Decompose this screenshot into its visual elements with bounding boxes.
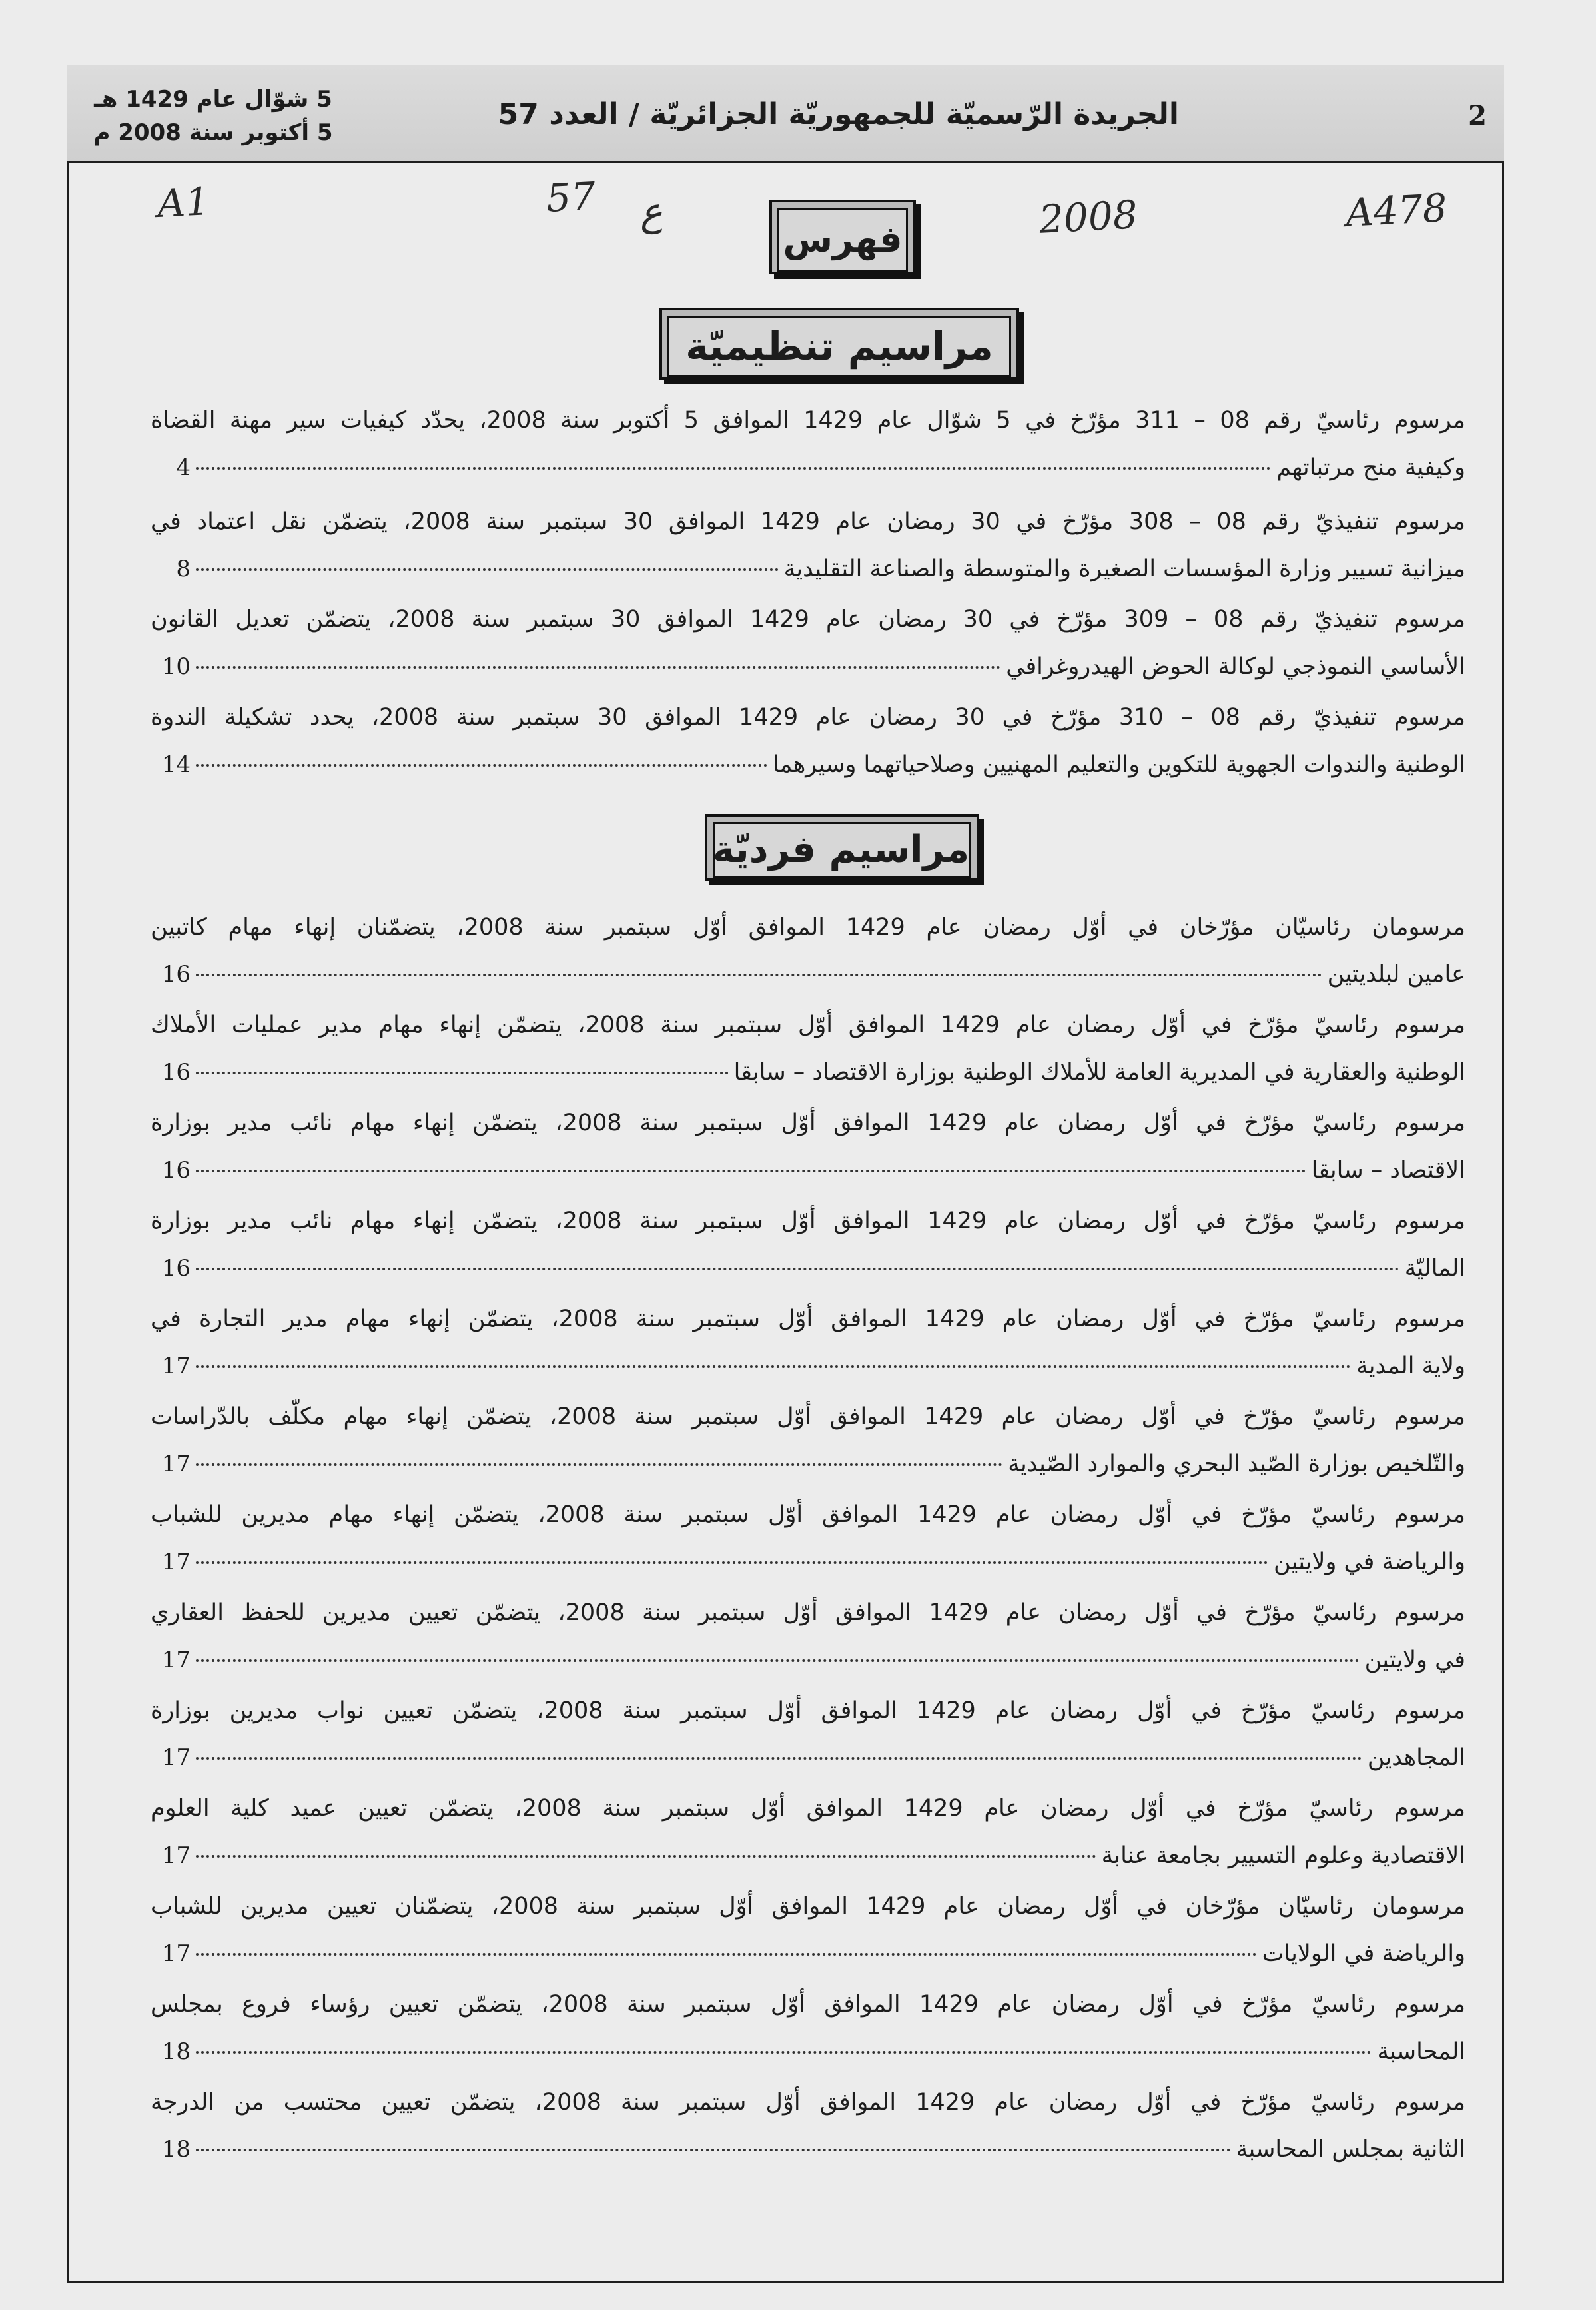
dot-leader <box>196 1365 1351 1368</box>
toc-entry-continuation-line <box>151 2028 1465 2076</box>
toc-entry[interactable] <box>151 596 1465 691</box>
toc-entry-title-line: مرسوم رئاسيّ مؤرّخ في أوّل رمضان عام 1429 الموافق أوّل سبتمبر سنة 2008، يتضمّن تعيين عميد كلية العلوم <box>151 1795 1465 1822</box>
toc-title: فهرس <box>769 200 916 274</box>
toc-entry-continuation-line <box>151 1049 1465 1096</box>
toc-entry-continuation-line <box>151 741 1465 789</box>
toc-entry-continuation-line <box>151 1539 1465 1586</box>
toc-entry-page-number: 10 <box>161 653 191 680</box>
toc-entry[interactable] <box>151 694 1465 789</box>
date-gregorian: 5 أكتوبر سنة 2008 م <box>93 119 333 146</box>
toc-entry-continuation-text: الأساسي النموذجي لوكالة الحوض الهيدروغرافي <box>1006 653 1465 680</box>
toc-entry-title-line: مرسومان رئاسيّان مؤرّخان في أوّل رمضان عام 1429 الموافق أوّل سبتمبر سنة 2008، يتضمّنان إنهاء مهام كاتبين <box>151 914 1465 941</box>
dot-leader <box>196 2051 1372 2054</box>
dot-leader <box>196 1268 1399 1270</box>
toc-entry-title-line: مرسوم رئاسيّ مؤرّخ في أوّل رمضان عام 1429 الموافق أوّل سبتمبر سنة 2008، يتضمّن إنهاء مهام نائب مدير بوزارة <box>151 1110 1465 1136</box>
toc-entry-title-line: مرسوم رئاسيّ مؤرّخ في أوّل رمضان عام 1429 الموافق أوّل سبتمبر سنة 2008، يتضمّن إنهاء مهام مكلّف بالدّراسات <box>151 1403 1465 1430</box>
toc-entry-continuation-line <box>151 1637 1465 1684</box>
dot-leader <box>196 1072 729 1074</box>
toc-entry-title-line: مرسوم رئاسيّ مؤرّخ في أوّل رمضان عام 1429 الموافق أوّل سبتمبر سنة 2008، يتضمّن تعيين مديرين للحفظ العقاري <box>151 1599 1465 1626</box>
toc-entry-continuation-line <box>151 546 1465 593</box>
toc-entry[interactable] <box>151 1981 1465 2076</box>
toc-entry-page-number: 17 <box>161 1744 191 1771</box>
toc-entry-continuation-text: ميزانية تسيير وزارة المؤسسات الصغيرة والمتوسطة والصناعة التقليدية <box>783 556 1465 582</box>
toc-entry-page-number: 8 <box>176 556 191 582</box>
toc-entry-title-line: مرسوم رئاسيّ رقم 08 – 311 مؤرّخ في 5 شوّال عام 1429 الموافق 5 أكتوبر سنة 2008، يحدّد كيفيات سير مهنة القضاة <box>151 407 1465 434</box>
section-title-individual-decrees: مراسيم فرديّة <box>705 814 979 881</box>
page-number: 2 <box>1468 100 1487 131</box>
toc-entry-continuation-text: الوطنية والندوات الجهوية للتكوين والتعليم المهنيين وصلاحياتهما وسيرهما <box>772 751 1465 778</box>
toc-entry-page-number: 18 <box>161 2136 191 2163</box>
toc-entry[interactable] <box>151 498 1465 593</box>
handwritten-annotation-number: 57 <box>545 173 597 221</box>
toc-entry[interactable] <box>151 1296 1465 1390</box>
toc-entry[interactable] <box>151 397 1465 492</box>
header-date <box>80 83 346 149</box>
toc-entry-title-line: مرسوم رئاسيّ مؤرّخ في أوّل رمضان عام 1429 الموافق أوّل سبتمبر سنة 2008، يتضمّن إنهاء مهام مديرين للشباب <box>151 1501 1465 1528</box>
toc-entry-page-number: 17 <box>161 1940 191 1967</box>
toc-entry-title-line: مرسوم رئاسيّ مؤرّخ في أوّل رمضان عام 1429 الموافق أوّل سبتمبر سنة 2008، يتضمّن تعيين نواب مديرين بوزارة <box>151 1697 1465 1724</box>
toc-entry-page-number: 16 <box>161 1059 191 1086</box>
toc-entry-page-number: 4 <box>176 454 191 481</box>
journal-title: الجريدة الرّسميّة للجمهوريّة الجزائريّة / العدد 57 <box>498 97 1179 131</box>
toc-entry[interactable] <box>151 904 1465 998</box>
toc-entry-continuation-text: الوطنية والعقارية في المديرية العامة للأملاك الوطنية بوزارة الاقتصاد – سابقا <box>733 1059 1465 1086</box>
toc-entry-continuation-line <box>151 1147 1465 1194</box>
handwritten-annotation-left: A1 <box>156 178 211 227</box>
toc-entry[interactable] <box>151 1100 1465 1194</box>
dot-leader <box>196 764 767 767</box>
toc-entry-page-number: 17 <box>161 1353 191 1379</box>
toc-entry-continuation-line <box>151 643 1465 691</box>
toc-entry[interactable] <box>151 1002 1465 1096</box>
toc-entry-continuation-text: والتّلخيص بوزارة الصّيد البحري والموارد الصّيدية <box>1008 1451 1465 1477</box>
toc-entry-page-number: 16 <box>161 1157 191 1184</box>
dot-leader <box>196 1757 1362 1760</box>
toc-entry[interactable] <box>151 1785 1465 1880</box>
toc-entry-continuation-line <box>151 2126 1465 2173</box>
toc-entry-page-number: 14 <box>161 751 191 778</box>
dot-leader <box>196 1659 1360 1662</box>
toc-entry-continuation-line <box>151 1832 1465 1880</box>
toc-entry-continuation-text: الماليّة <box>1404 1255 1465 1282</box>
toc-entry[interactable] <box>151 1491 1465 1586</box>
dot-leader <box>196 1953 1257 1956</box>
dot-leader <box>196 666 1000 669</box>
toc-entry[interactable] <box>151 1883 1465 1978</box>
dot-leader <box>196 1561 1268 1564</box>
dot-leader <box>196 974 1322 976</box>
toc-entry-continuation-line <box>151 444 1465 492</box>
toc-entry-page-number: 16 <box>161 1255 191 1282</box>
toc-entry-continuation-text: والرياضة في الولايات <box>1262 1940 1465 1967</box>
toc-entry-page-number: 17 <box>161 1647 191 1673</box>
dot-leader <box>196 467 1271 470</box>
toc-entry-continuation-text: عامين لبلديتين <box>1327 961 1465 988</box>
dot-leader <box>196 568 779 571</box>
toc-entry-title-line: مرسومان رئاسيّان مؤرّخان في أوّل رمضان عام 1429 الموافق أوّل سبتمبر سنة 2008، يتضمّنان تعيين مديرين للشباب <box>151 1893 1465 1920</box>
handwritten-annotation-year: 2008 <box>1038 192 1139 242</box>
toc-entry-page-number: 17 <box>161 1451 191 1477</box>
toc-entry-continuation-text: الاقتصادية وعلوم التسيير بجامعة عنابة <box>1101 1842 1465 1869</box>
toc-entry-title-line: مرسوم تنفيذيّ رقم 08 – 308 مؤرّخ في 30 رمضان عام 1429 الموافق 30 سبتمبر سنة 2008، يتضمّن نقل اعتماد في <box>151 508 1466 535</box>
toc-entry-continuation-text: وكيفية منح مرتباتهم <box>1276 454 1465 481</box>
toc-entry[interactable] <box>151 1589 1465 1684</box>
toc-entry-continuation-text: ولاية المدية <box>1356 1353 1465 1379</box>
dot-leader <box>196 2149 1231 2151</box>
toc-entry-title-line: مرسوم رئاسيّ مؤرّخ في أوّل رمضان عام 1429 الموافق أوّل سبتمبر سنة 2008، يتضمّن تعيين محتسب من الدرجة <box>151 2089 1465 2116</box>
toc-entry-continuation-line <box>151 1930 1465 1978</box>
toc-entry-title-line: مرسوم رئاسيّ مؤرّخ في أوّل رمضان عام 1429 الموافق أوّل سبتمبر سنة 2008، يتضمّن إنهاء مهام نائب مدير بوزارة <box>151 1208 1465 1234</box>
toc-entry-page-number: 18 <box>161 2038 191 2065</box>
dot-leader <box>196 1463 1002 1466</box>
toc-entry-page-number: 17 <box>161 1842 191 1869</box>
toc-entry-title-line: مرسوم رئاسيّ مؤرّخ في أوّل رمضان عام 1429 الموافق أوّل سبتمبر سنة 2008، يتضمّن إنهاء مهام مدير عمليات الأملاك <box>151 1012 1465 1038</box>
toc-entry-continuation-text: الاقتصاد – سابقا <box>1311 1157 1465 1184</box>
toc-entry-continuation-line <box>151 1245 1465 1292</box>
toc-entry[interactable] <box>151 2079 1465 2173</box>
toc-entry-page-number: 16 <box>161 961 191 988</box>
toc-entry-continuation-line <box>151 1734 1465 1782</box>
toc-entry-continuation-text: والرياضة في ولايتين <box>1273 1549 1465 1575</box>
date-hijri: 5 شوّال عام 1429 هـ <box>94 86 332 113</box>
toc-entry[interactable] <box>151 1198 1465 1292</box>
toc-entry-title-line: مرسوم تنفيذيّ رقم 08 – 310 مؤرّخ في 30 رمضان عام 1429 الموافق 30 سبتمبر سنة 2008، يحدد تشكيلة الندوة <box>151 704 1465 731</box>
toc-entry-title-line: مرسوم رئاسيّ مؤرّخ في أوّل رمضان عام 1429 الموافق أوّل سبتمبر سنة 2008، يتضمّن إنهاء مهام مدير التجارة في <box>151 1306 1465 1332</box>
toc-entry-title-line: مرسوم رئاسيّ مؤرّخ في أوّل رمضان عام 1429 الموافق أوّل سبتمبر سنة 2008، يتضمّن تعيين رؤساء فروع بمجلس <box>151 1991 1465 2018</box>
toc-entry[interactable] <box>151 1687 1465 1782</box>
toc-entry-title-line: مرسوم تنفيذيّ رقم 08 – 309 مؤرّخ في 30 رمضان عام 1429 الموافق 30 سبتمبر سنة 2008، يتضمّن تعديل القانون <box>151 606 1465 633</box>
toc-entry-continuation-text: المحاسبة <box>1377 2038 1465 2065</box>
toc-entry-continuation-line <box>151 1441 1465 1488</box>
toc-entry-continuation-line <box>151 1343 1465 1390</box>
toc-entry-continuation-line <box>151 951 1465 998</box>
toc-entry-page-number: 17 <box>161 1549 191 1575</box>
handwritten-annotation-letter: ع <box>638 189 664 235</box>
toc-entry[interactable] <box>151 1393 1465 1488</box>
section-title-regulatory-decrees: مراسيم تنظيميّة <box>659 308 1019 380</box>
dot-leader <box>196 1170 1306 1172</box>
handwritten-annotation-right: A478 <box>1344 185 1449 236</box>
toc-entry-continuation-text: الثانية بمجلس المحاسبة <box>1236 2136 1465 2163</box>
toc-entry-continuation-text: المجاهدين <box>1367 1744 1465 1771</box>
dot-leader <box>196 1855 1096 1858</box>
toc-entry-continuation-text: في ولايتين <box>1364 1647 1465 1673</box>
